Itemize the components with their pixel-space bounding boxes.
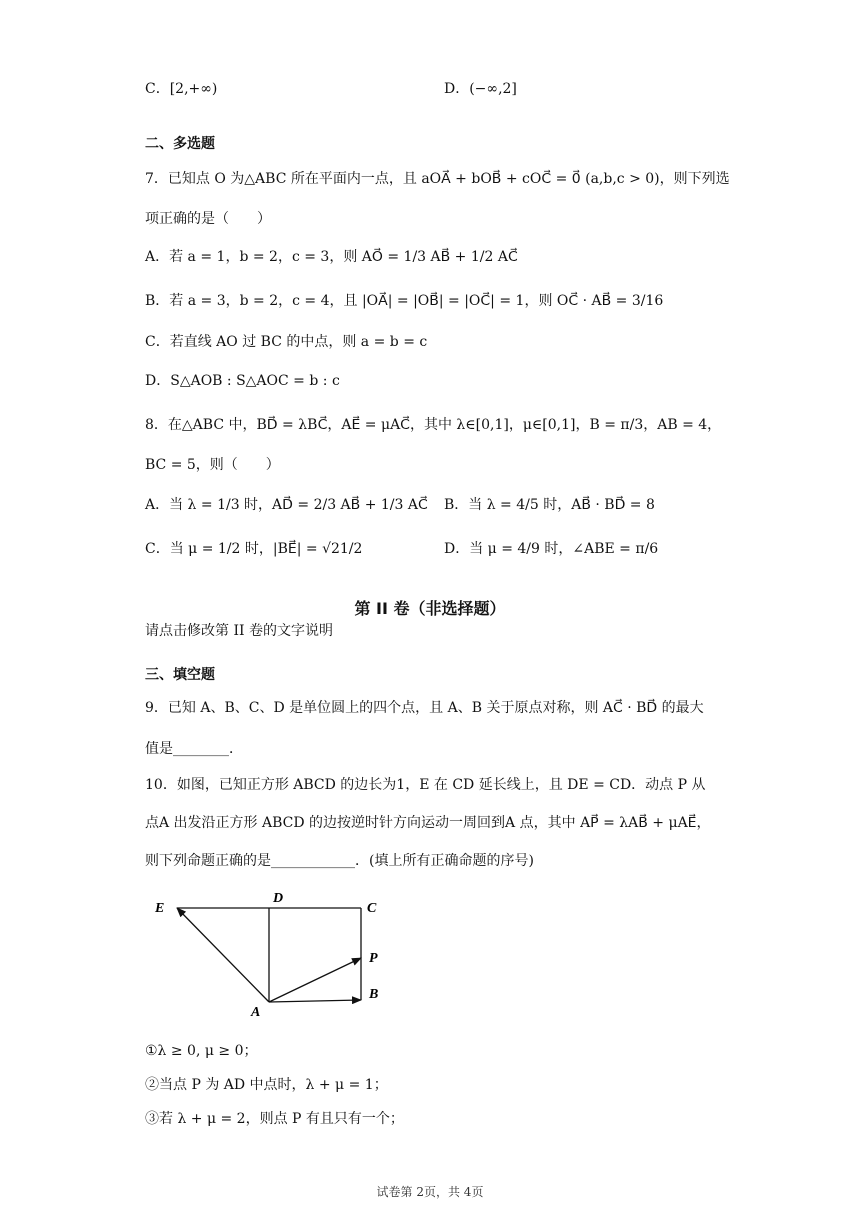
q10-statement-2: ②当点 P 为 AD 中点时，λ + μ = 1； [145,1077,388,1093]
q10-stem-line1: 10．如图，已知正方形 ABCD 的边长为1，E 在 CD 延长线上，且 DE = CD．动点 P 从 [145,777,706,793]
q8-option-d: D．当 μ = 4/9 时，∠ABE = π/6 [444,541,659,557]
label-b: B [369,987,379,1002]
page-footer: 试卷第 2页，共 4页 [376,1185,484,1199]
q7-option-b: B．若 a = 3，b = 2，c = 4，且 |OA⃗| = |OB⃗| = |OC⃗| = 1，则 OC⃗ · AB⃗ = 3/16 [145,293,664,309]
vector-ae [177,908,269,1002]
vector-ap [269,958,361,1002]
q9-stem-line2: 值是________． [145,741,243,757]
q7-option-c: C．若直线 AO 过 BC 的中点，则 a = b = c [145,334,428,350]
square-figure [145,882,395,1022]
section-multi-choice-title: 二、多选题 [145,136,215,152]
option-d-top: D．(−∞,2] [444,81,517,97]
part2-note: 请点击修改第 II 卷的文字说明 [145,623,333,639]
q8-stem-line2: BC = 5，则（ ） [145,457,280,473]
label-a: A [251,1005,261,1020]
label-p: P [369,951,378,966]
vector-ab [269,1000,361,1002]
q10-statement-1: ①λ ≥ 0, μ ≥ 0； [145,1043,258,1059]
q9-stem-line1: 9．已知 A、B、C、D 是单位圆上的四个点，且 A、B 关于原点对称，则 AC⃗ · BD⃗ 的最大 [145,700,704,716]
section-fill-blank-title: 三、填空题 [145,667,215,683]
q10-stem-line2: 点A 出发沿正方形 ABCD 的边按逆时针方向运动一周回到A 点，其中 AP⃗ = λAB⃗ + μAE⃗， [145,815,711,831]
q10-stem-line3: 则下列命题正确的是____________．(填上所有正确命题的序号) [145,853,534,869]
q8-option-b: B．当 λ = 4/5 时，AB⃗ · BD⃗ = 8 [444,497,655,513]
q8-option-a: A．当 λ = 1/3 时，AD⃗ = 2/3 AB⃗ + 1/3 AC⃗ [145,497,428,513]
q10-statement-3: ③若 λ + μ = 2，则点 P 有且只有一个； [145,1111,404,1127]
q7-stem-line1: 7．已知点 O 为△ABC 所在平面内一点，且 aOA⃗ + bOB⃗ + cOC⃗ = 0⃗ (a,b,c > 0)，则下列选 [145,171,730,187]
label-c: C [367,901,377,916]
option-c-top: C．[2,+∞) [145,81,218,97]
label-e: E [155,901,165,916]
part2-title: 第 II 卷（非选择题） [354,599,506,618]
q7-stem-line2: 项正确的是（ ） [145,211,271,227]
label-d: D [273,891,284,906]
q7-option-a: A．若 a = 1，b = 2，c = 3，则 AO⃗ = 1/3 AB⃗ + 1/2 AC⃗ [145,249,518,265]
q8-option-c: C．当 μ = 1/2 时，|BE⃗| = √21/2 [145,541,363,557]
q7-option-d: D．S△AOB : S△AOC = b : c [145,373,340,389]
q8-stem-line1: 8．在△ABC 中，BD⃗ = λBC⃗，AE⃗ = μAC⃗，其中 λ∈[0,1]，μ∈[0,1]，B = π/3，AB = 4， [145,417,722,433]
